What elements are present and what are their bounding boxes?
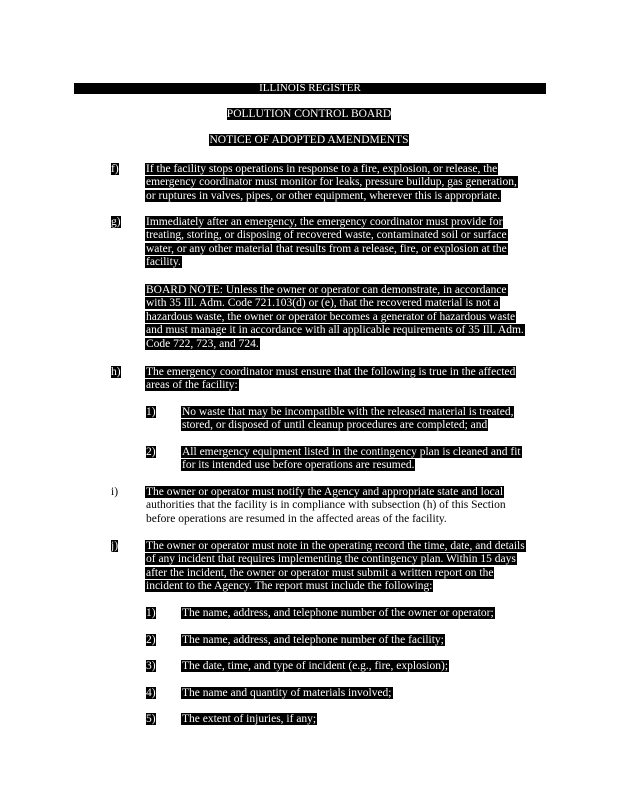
item-g-text: Immediately after an emergency, the emergency coordinator must provide for treating, storing, or disposing of recovered waste, contaminated soil or surface water, or any other material that results from a release, fire, or explosion at the facility. <box>146 216 507 269</box>
item-h1-marker: 1) <box>146 406 156 418</box>
board-note: BOARD NOTE: Unless the owner or operator can demonstrate, in accordance with 35 Ill. Adm. Code 721.103(d) or (e), that the recovered material is not a hazardous waste, the owner or operator becomes a generator of hazardous waste and must manage it in accordance with all applicable requirements of 35 Ill. Adm. Code 722, 723, and 724. <box>146 284 524 350</box>
item-j4-marker: 4) <box>146 687 156 699</box>
item-h-marker: h) <box>111 366 121 378</box>
item-i-marker: i) <box>111 486 119 498</box>
item-j4-text: The name and quantity of materials involved; <box>182 687 392 699</box>
item-j5-text: The extent of injuries, if any; <box>182 713 317 725</box>
item-j3-marker: 3) <box>146 660 156 672</box>
item-i-text: The owner or operator must notify the Agency and appropriate state and local authorities that the facility is in compliance with subsection (h) of this Section before operations are resumed in the affected areas of the facility. <box>146 486 506 525</box>
item-f-text: If the facility stops operations in response to a fire, explosion, or release, the emergency coordinator must monitor for leaks, pressure buildup, gas generation, or ruptures in valves, pipes, or other equipment, wherever this is appropriate. <box>146 163 517 202</box>
item-j1-marker: 1) <box>146 607 156 619</box>
item-h1-text: No waste that may be incompatible with the released material is treated, stored, or disposed of until cleanup procedures are completed; and <box>182 406 514 432</box>
board-title: POLLUTION CONTROL BOARD <box>226 108 392 120</box>
item-j2-text: The name, address, and telephone number of the facility; <box>182 634 444 646</box>
item-f-marker: f) <box>111 163 119 175</box>
item-j3-text: The date, time, and type of incident (e.g., fire, explosion); <box>182 660 449 672</box>
notice-title: NOTICE OF ADOPTED AMENDMENTS <box>209 134 409 146</box>
item-g-marker: g) <box>111 216 121 228</box>
item-j-marker: j) <box>111 540 119 552</box>
item-j2-marker: 2) <box>146 634 156 646</box>
item-h-text: The emergency coordinator must ensure that the following is true in the affected areas of the facility: <box>146 366 516 392</box>
item-h2-marker: 2) <box>146 446 156 458</box>
item-j1-text: The name, address, and telephone number of the owner or operator; <box>182 607 494 619</box>
register-title: ILLINOIS REGISTER <box>74 83 546 94</box>
item-j5-marker: 5) <box>146 713 156 725</box>
item-h2-text: All emergency equipment listed in the contingency plan is cleaned and fit for its intended use before operations are resumed. <box>182 446 521 472</box>
item-j-text: The owner or operator must note in the operating record the time, date, and details of any incident that requires implementing the contingency plan. Within 15 days after the incident, the owner or operator must submit a written report on the incident to the Agency. The report must include the following: <box>146 540 525 593</box>
